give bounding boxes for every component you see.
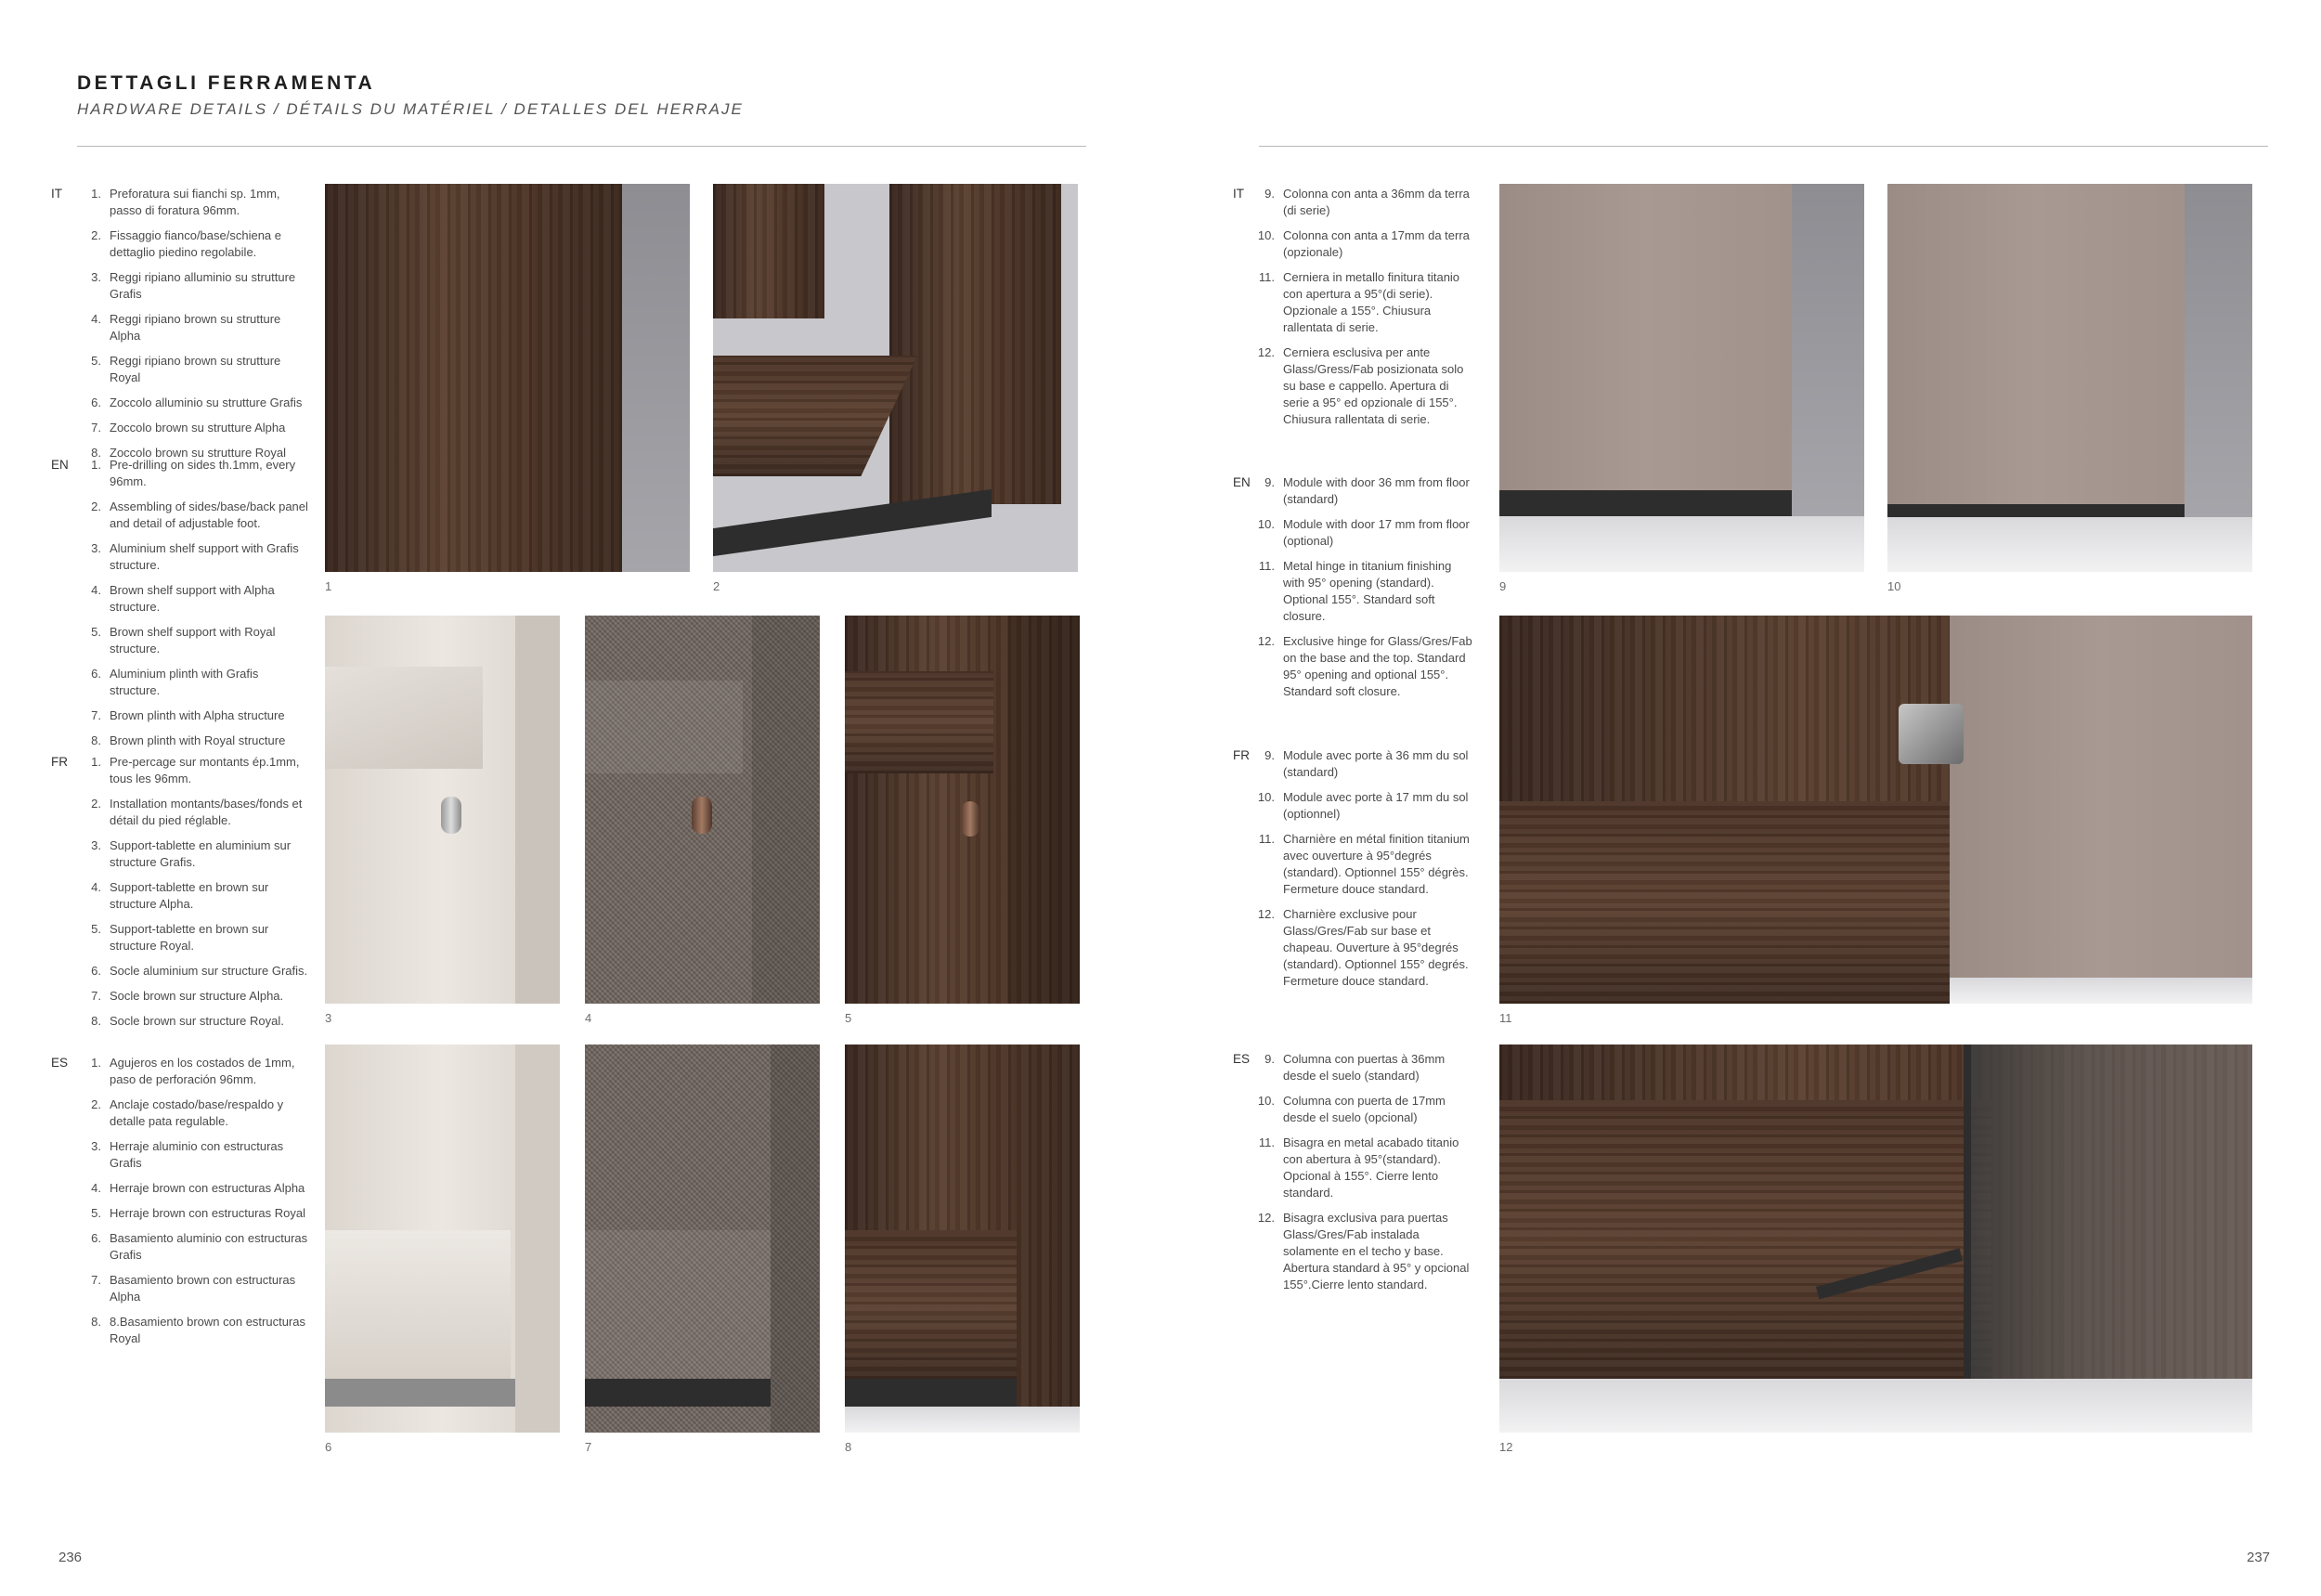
list-item xyxy=(71,227,308,261)
list-item xyxy=(71,1205,308,1222)
list-item xyxy=(71,963,308,980)
language-code: IT xyxy=(1233,187,1244,201)
caption-2: 2 xyxy=(713,579,720,593)
item-number: 1. xyxy=(91,187,101,201)
photo-11 xyxy=(1499,616,2252,1004)
photo-10 xyxy=(1887,184,2252,572)
caption-1: 1 xyxy=(325,579,332,593)
item-number: 7. xyxy=(91,989,101,1003)
item-text: Zoccolo brown su strutture Alpha xyxy=(110,421,286,435)
item-number: 12. xyxy=(1257,634,1275,648)
item-text: Cerniera esclusiva per ante Glass/Gress/Fab posizionata solo su base e cappello. Apertura di serie a 95° ed opzionale di 155°. Chiusura rallentata di serie. xyxy=(1283,345,1464,426)
item-number: 12. xyxy=(1257,907,1275,921)
item-text: Module avec porte à 17 mm du sol (optionnel) xyxy=(1283,790,1469,821)
page-subtitle: HARDWARE DETAILS / DÉTAILS DU MATÉRIEL / DETALLES DEL HERRAJE xyxy=(77,100,744,118)
item-text: Colonna con anta a 36mm da terra (di serie) xyxy=(1283,187,1470,217)
item-text: Reggi ripiano alluminio su strutture Grafis xyxy=(110,270,296,301)
photo-2 xyxy=(713,184,1078,572)
list-item xyxy=(1245,831,1472,898)
item-text: Support-tablette en brown sur structure Alpha. xyxy=(110,880,269,911)
item-number: 6. xyxy=(91,396,101,409)
list-item xyxy=(71,666,308,699)
item-text: Bisagra en metal acabado titanio con abertura à 95°(standard). Opcional à 155°. Cierre lento standard. xyxy=(1283,1135,1459,1200)
item-text: Columna con puertas à 36mm desde el suelo (standard) xyxy=(1283,1052,1446,1083)
item-number: 3. xyxy=(91,270,101,284)
item-number: 1. xyxy=(91,1056,101,1070)
language-code: ES xyxy=(1233,1052,1251,1066)
list-item xyxy=(71,1180,308,1197)
item-number: 9. xyxy=(1264,475,1275,489)
item-number: 5. xyxy=(91,354,101,368)
list-item xyxy=(71,1272,308,1305)
list-item xyxy=(1245,633,1472,700)
item-number: 10. xyxy=(1257,228,1275,242)
photo-7 xyxy=(585,1045,820,1433)
list-item xyxy=(1245,789,1472,823)
item-text: Charnière exclusive pour Glass/Gres/Fab sur base et chapeau. Ouverture à 95°degrés (standard). Optionnel 155° degrés. Fermeture douce standard. xyxy=(1283,907,1469,988)
language-code: FR xyxy=(51,755,68,769)
item-number: 12. xyxy=(1257,345,1275,359)
item-list xyxy=(1245,747,1472,998)
item-text: Agujeros en los costados de 1mm, paso de perforación 96mm. xyxy=(110,1056,295,1086)
list-item xyxy=(71,733,308,749)
item-text: Fissaggio fianco/base/schiena e dettaglio piedino regolabile. xyxy=(110,228,282,259)
item-text: Support-tablette en aluminium sur structure Grafis. xyxy=(110,838,292,869)
page-number-left: 236 xyxy=(58,1550,83,1565)
right-divider xyxy=(1259,146,2268,147)
item-number: 2. xyxy=(91,1097,101,1111)
list-item xyxy=(71,707,308,724)
item-text: Basamiento aluminio con estructuras Grafis xyxy=(110,1231,308,1262)
item-number: 5. xyxy=(91,922,101,936)
item-text: Socle brown sur structure Royal. xyxy=(110,1014,284,1028)
photo-3 xyxy=(325,616,560,1004)
item-number: 4. xyxy=(91,312,101,326)
list-item xyxy=(1245,1210,1472,1293)
list-item xyxy=(1245,344,1472,428)
item-text: Module avec porte à 36 mm du sol (standard) xyxy=(1283,748,1469,779)
item-number: 9. xyxy=(1264,1052,1275,1066)
item-text: Zoccolo alluminio su strutture Grafis xyxy=(110,396,303,409)
item-text: Socle aluminium sur structure Grafis. xyxy=(110,964,308,978)
item-number: 10. xyxy=(1257,1094,1275,1108)
item-number: 6. xyxy=(91,1231,101,1245)
item-number: 7. xyxy=(91,421,101,435)
item-number: 3. xyxy=(91,541,101,555)
list-item xyxy=(71,499,308,532)
list-item xyxy=(71,540,308,574)
item-list xyxy=(71,186,308,470)
item-text: Pre-drilling on sides th.1mm, every 96mm. xyxy=(110,458,296,488)
item-text: Bisagra exclusiva para puertas Glass/Gres/Fab instalada solamente en el techo y base. Abertura standard à 95° y opcional 155°.Cierre lento standard. xyxy=(1283,1211,1470,1291)
photo-8 xyxy=(845,1045,1080,1433)
list-item xyxy=(71,269,308,303)
list-item xyxy=(71,457,308,490)
item-text: Brown plinth with Alpha structure xyxy=(110,708,285,722)
item-number: 12. xyxy=(1257,1211,1275,1225)
list-item xyxy=(1245,269,1472,336)
caption-12: 12 xyxy=(1499,1440,1513,1454)
list-item xyxy=(71,186,308,219)
item-text: Basamiento brown con estructuras Alpha xyxy=(110,1273,296,1304)
item-number: 2. xyxy=(91,797,101,811)
caption-7: 7 xyxy=(585,1440,592,1454)
item-number: 2. xyxy=(91,500,101,513)
list-item xyxy=(71,1013,308,1030)
list-item xyxy=(71,1096,308,1130)
item-number: 1. xyxy=(91,458,101,472)
list-item xyxy=(71,353,308,386)
item-list xyxy=(71,754,308,1038)
item-number: 8. xyxy=(91,1014,101,1028)
item-number: 2. xyxy=(91,228,101,242)
list-item xyxy=(71,1314,308,1347)
item-text: Reggi ripiano brown su strutture Alpha xyxy=(110,312,281,343)
item-number: 3. xyxy=(91,838,101,852)
photo-6 xyxy=(325,1045,560,1433)
item-number: 4. xyxy=(91,583,101,597)
item-text: Module with door 36 mm from floor (standard) xyxy=(1283,475,1470,506)
item-list xyxy=(1245,474,1472,708)
list-item xyxy=(71,1055,308,1088)
item-text: Brown plinth with Royal structure xyxy=(110,733,286,747)
item-text: Herraje brown con estructuras Royal xyxy=(110,1206,305,1220)
item-text: Preforatura sui fianchi sp. 1mm, passo di foratura 96mm. xyxy=(110,187,280,217)
item-text: Support-tablette en brown sur structure Royal. xyxy=(110,922,269,953)
list-item xyxy=(1245,1051,1472,1084)
item-text: Zoccolo brown su strutture Royal xyxy=(110,446,287,460)
item-text: Reggi ripiano brown su strutture Royal xyxy=(110,354,281,384)
list-item xyxy=(71,988,308,1005)
item-number: 11. xyxy=(1258,832,1275,846)
item-list xyxy=(71,457,308,758)
language-code: FR xyxy=(1233,748,1250,762)
list-item xyxy=(1245,186,1472,219)
photo-12 xyxy=(1499,1045,2252,1433)
item-text: Brown shelf support with Royal structure. xyxy=(110,625,276,655)
list-item xyxy=(1245,516,1472,550)
item-number: 8. xyxy=(91,733,101,747)
item-list xyxy=(71,1055,308,1356)
page-title: DETTAGLI FERRAMENTA xyxy=(77,72,376,94)
item-text: Installation montants/bases/fonds et détail du pied réglable. xyxy=(110,797,303,827)
list-item xyxy=(1245,558,1472,625)
caption-8: 8 xyxy=(845,1440,852,1454)
item-text: 8.Basamiento brown con estructuras Royal xyxy=(110,1315,305,1345)
item-text: Herraje brown con estructuras Alpha xyxy=(110,1181,305,1195)
language-code: ES xyxy=(51,1056,69,1070)
caption-5: 5 xyxy=(845,1011,852,1025)
item-number: 4. xyxy=(91,880,101,894)
item-list xyxy=(1245,186,1472,436)
item-text: Socle brown sur structure Alpha. xyxy=(110,989,284,1003)
photo-5 xyxy=(845,616,1080,1004)
item-number: 5. xyxy=(91,625,101,639)
item-text: Columna con puerta de 17mm desde el suelo (opcional) xyxy=(1283,1094,1446,1124)
item-number: 6. xyxy=(91,667,101,681)
list-item xyxy=(71,754,308,787)
item-text: Anclaje costado/base/respaldo y detalle pata regulable. xyxy=(110,1097,284,1128)
language-code: EN xyxy=(51,458,69,472)
item-text: Metal hinge in titanium finishing with 95° opening (standard). Optional 155°. Standard soft closure. xyxy=(1283,559,1452,623)
photo-1 xyxy=(325,184,690,572)
list-item xyxy=(71,420,308,436)
item-text: Exclusive hinge for Glass/Gres/Fab on the base and the top. Standard 95° opening and optional 155°. Standard soft closure. xyxy=(1283,634,1472,698)
list-item xyxy=(1245,227,1472,261)
list-item xyxy=(71,796,308,829)
list-item xyxy=(71,879,308,913)
item-number: 9. xyxy=(1264,748,1275,762)
item-number: 10. xyxy=(1257,517,1275,531)
left-divider xyxy=(77,146,1086,147)
caption-4: 4 xyxy=(585,1011,592,1025)
list-item xyxy=(1245,747,1472,781)
item-number: 8. xyxy=(91,1315,101,1329)
item-text: Herraje aluminio con estructuras Grafis xyxy=(110,1139,284,1170)
language-code: EN xyxy=(1233,475,1251,489)
page-number-right: 237 xyxy=(2247,1550,2271,1565)
item-number: 11. xyxy=(1258,559,1275,573)
item-number: 11. xyxy=(1258,1135,1275,1149)
list-item xyxy=(1245,474,1472,508)
caption-3: 3 xyxy=(325,1011,332,1025)
item-list xyxy=(1245,1051,1472,1302)
item-text: Module with door 17 mm from floor (optional) xyxy=(1283,517,1470,548)
list-item xyxy=(71,395,308,411)
caption-10: 10 xyxy=(1887,579,1901,593)
item-text: Aluminium plinth with Grafis structure. xyxy=(110,667,259,697)
item-text: Aluminium shelf support with Grafis structure. xyxy=(110,541,299,572)
list-item xyxy=(1245,1093,1472,1126)
item-text: Assembling of sides/base/back panel and detail of adjustable foot. xyxy=(110,500,308,530)
item-number: 6. xyxy=(91,964,101,978)
item-number: 1. xyxy=(91,755,101,769)
language-code: IT xyxy=(51,187,62,201)
list-item xyxy=(71,1138,308,1172)
item-number: 4. xyxy=(91,1181,101,1195)
item-text: Colonna con anta a 17mm da terra (opzionale) xyxy=(1283,228,1470,259)
item-text: Pre-percage sur montants ép.1mm, tous les 96mm. xyxy=(110,755,300,785)
list-item xyxy=(71,837,308,871)
photo-4 xyxy=(585,616,820,1004)
caption-6: 6 xyxy=(325,1440,332,1454)
item-text: Cerniera in metallo finitura titanio con apertura a 95°(di serie). Opzionale a 155°. Chiusura rallentata di serie. xyxy=(1283,270,1460,334)
item-number: 9. xyxy=(1264,187,1275,201)
item-number: 5. xyxy=(91,1206,101,1220)
item-text: Charnière en métal finition titanium avec ouverture à 95°degrés (standard). Optionnel 155° dégrès. Fermeture douce standard. xyxy=(1283,832,1470,896)
item-text: Brown shelf support with Alpha structure. xyxy=(110,583,275,614)
list-item xyxy=(71,311,308,344)
caption-9: 9 xyxy=(1499,579,1507,593)
list-item xyxy=(71,624,308,657)
caption-11: 11 xyxy=(1499,1011,1512,1025)
item-number: 3. xyxy=(91,1139,101,1153)
item-number: 10. xyxy=(1257,790,1275,804)
list-item xyxy=(71,921,308,954)
item-number: 8. xyxy=(91,446,101,460)
item-number: 7. xyxy=(91,708,101,722)
list-item xyxy=(71,582,308,616)
list-item xyxy=(1245,1135,1472,1201)
list-item xyxy=(1245,906,1472,990)
list-item xyxy=(71,1230,308,1264)
photo-9 xyxy=(1499,184,1864,572)
item-number: 7. xyxy=(91,1273,101,1287)
item-number: 11. xyxy=(1258,270,1275,284)
